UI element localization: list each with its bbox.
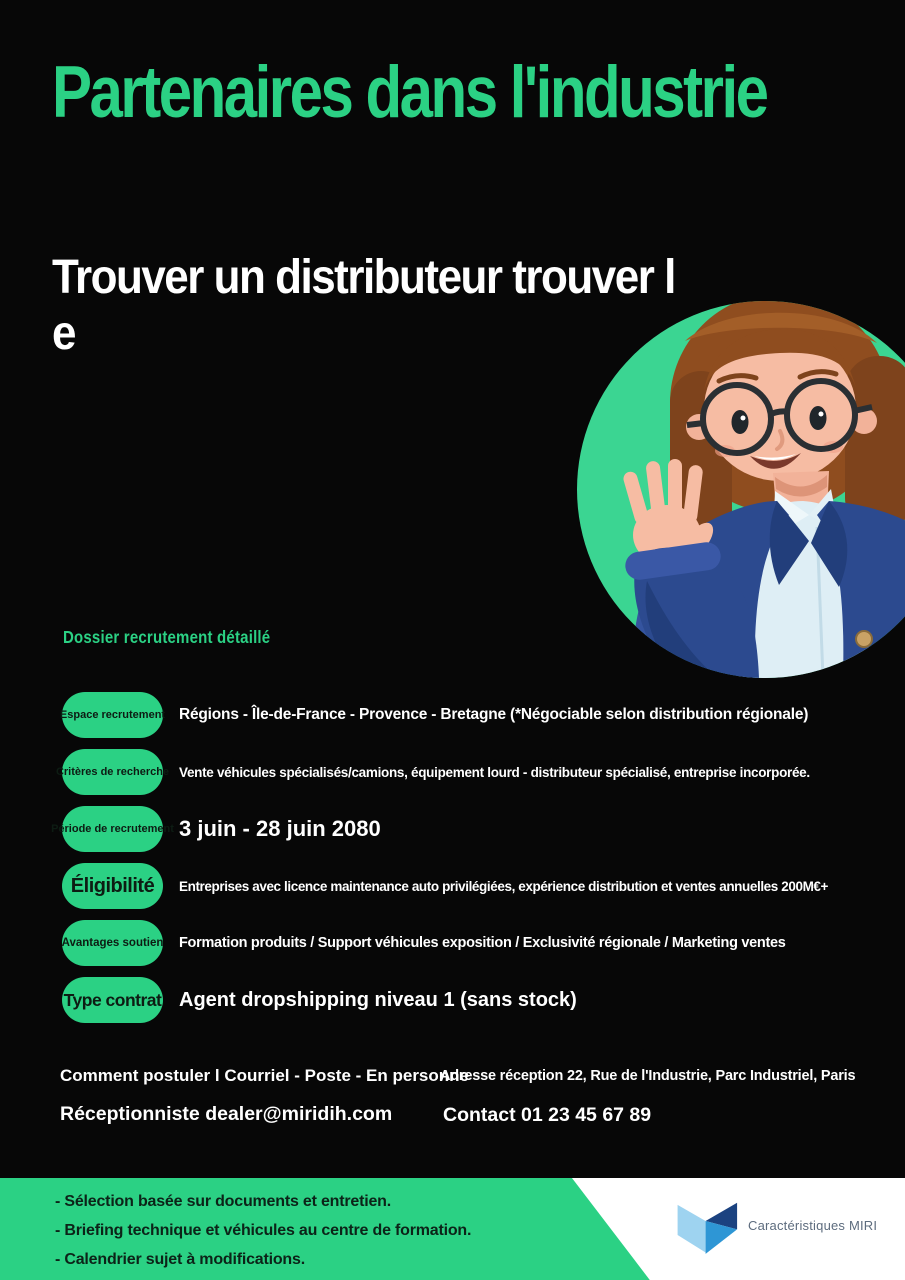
poster-headline	[52, 250, 675, 361]
poster-title: Partenaires dans l'industrie	[52, 51, 767, 133]
footer	[0, 1178, 905, 1280]
footer-notes	[55, 1187, 471, 1274]
brand-label: Caractéristiques MIRI	[748, 1218, 878, 1233]
detail-label-pill	[55, 749, 170, 795]
detail-value: Agent dropshipping niveau 1 (sans stock)	[179, 988, 577, 1011]
receptionist-email-text: Réceptionniste dealer@miridih.com	[60, 1103, 393, 1125]
detail-label: Période de recrutement	[51, 823, 174, 835]
detail-rows	[51, 692, 882, 1034]
face	[704, 329, 856, 481]
detail-label-pill	[51, 806, 174, 852]
footer-note: - Calendrier sujet à modifications.	[55, 1251, 305, 1268]
detail-label: Éligibilité	[70, 874, 155, 897]
detail-label-pill	[62, 977, 163, 1023]
footer-note: - Sélection basée sur documents et entretien.	[55, 1193, 391, 1210]
detail-value: Vente véhicules spécialisés/camions, équipement lourd - distributeur spécialisé, entreprise incorporée.	[179, 764, 810, 780]
detail-label-pill	[62, 920, 163, 966]
apply-methods-text: Comment postuler l Courriel - Poste - En personne	[60, 1066, 469, 1085]
miri-logo-icon	[672, 1195, 742, 1261]
detail-label: Critères de recherche	[55, 766, 170, 778]
footer-note: - Briefing technique et véhicules au centre de formation.	[55, 1222, 472, 1239]
detail-value: Entreprises avec licence maintenance auto privilégiées, expérience distribution et ventes annuelles 200M€+	[179, 878, 829, 894]
detail-row-type-contrat	[62, 977, 882, 1023]
detail-row-espace-recrutement	[59, 692, 882, 738]
detail-label-pill	[59, 692, 166, 738]
detail-row-criteres-de-recherche	[55, 749, 882, 795]
detail-value: 3 juin - 28 juin 2080	[179, 816, 381, 841]
detail-row-avantages-soutien	[62, 920, 882, 966]
headline-line-2: e	[52, 305, 75, 360]
detail-label: Avantages soutien	[61, 937, 164, 949]
detail-value: Régions - Île-de-France - Provence - Bretagne (*Négociable selon distribution régionale)	[179, 706, 809, 723]
detail-label: Espace recrutement	[59, 709, 166, 721]
section-heading: Dossier recrutement détaillé	[63, 628, 271, 648]
reception-address-text: Adresse réception 22, Rue de l'Industrie, Parc Industriel, Paris	[440, 1068, 856, 1084]
detail-value: Formation produits / Support véhicules exposition / Exclusivité régionale / Marketing ventes	[179, 935, 786, 951]
detail-label: Type contrat	[63, 989, 162, 1010]
contact-phone-text: Contact 01 23 45 67 89	[443, 1104, 652, 1126]
headline-line-1: Trouver un distributeur trouver l	[52, 250, 675, 304]
detail-row-eligibilite	[62, 863, 882, 909]
detail-label-pill	[62, 863, 163, 909]
detail-row-periode-de-recrutement	[51, 806, 882, 852]
